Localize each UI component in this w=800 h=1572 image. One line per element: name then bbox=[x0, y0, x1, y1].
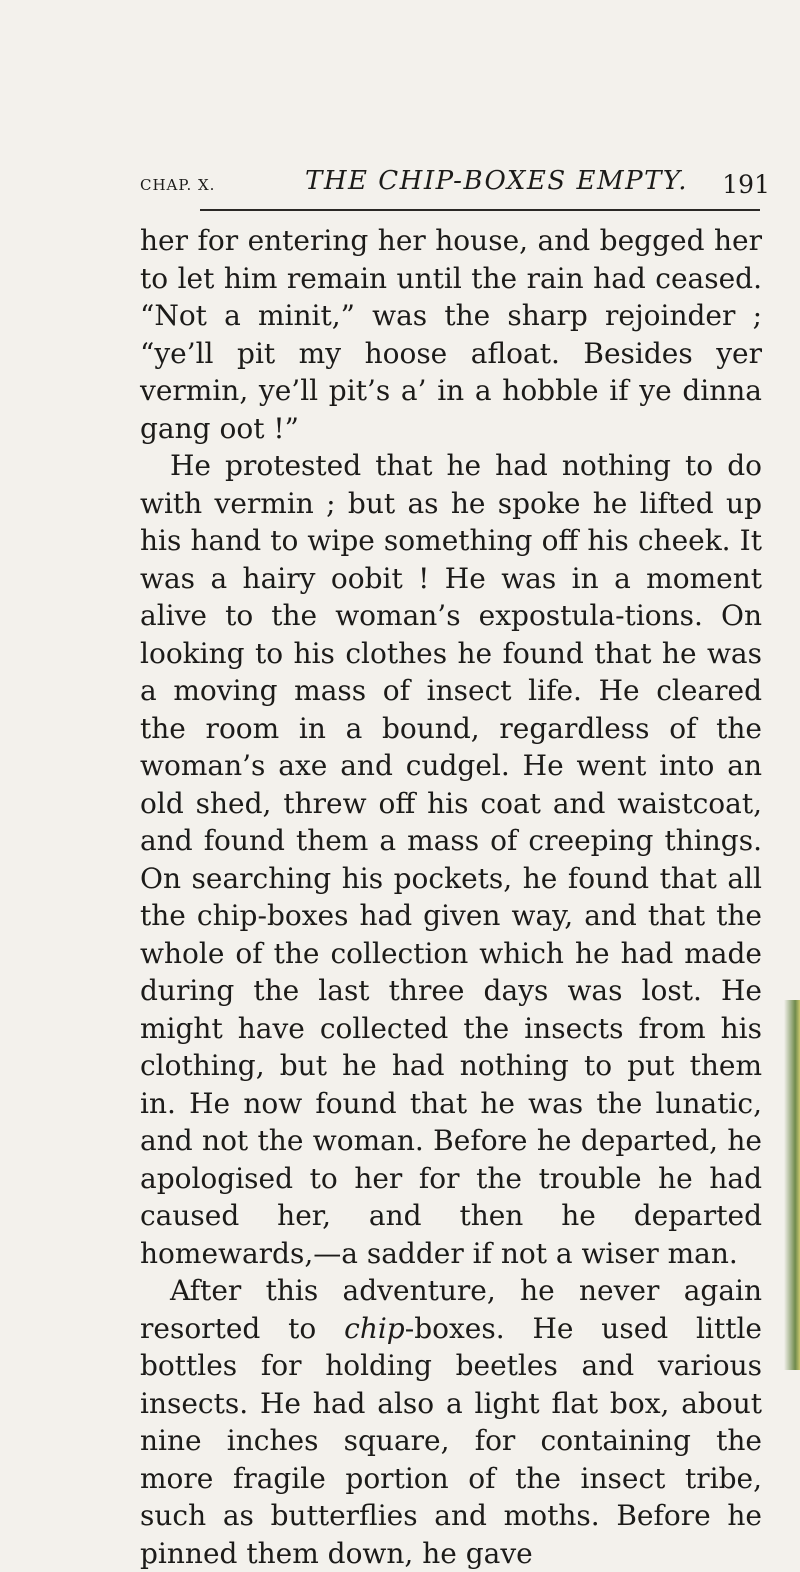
chapter-label: CHAP. X. bbox=[140, 176, 216, 194]
paragraph-1: her for entering her house, and begged her to let him remain until the rain had ceased. “Not a minit,” was the sharp rejoinder ; “ye’ll pit my hoose afloat. Besides yer vermin, ye’ll pit’s a’ in a hobble if ye dinna gang oot !” bbox=[140, 224, 762, 445]
page-number: 191 bbox=[722, 170, 770, 199]
paragraph-3-lead: After this adventure, he never again resorted to bbox=[140, 1274, 762, 1345]
page-edge-shadow bbox=[784, 1000, 800, 1370]
paragraph-3 bbox=[140, 1272, 762, 1572]
emphasis-chip: chip bbox=[344, 1311, 405, 1345]
header-rule bbox=[200, 209, 760, 211]
chapter-title: THE CHIP-BOXES EMPTY. bbox=[305, 166, 688, 196]
running-head bbox=[140, 160, 770, 200]
paragraph-2: He protested that he had nothing to do with vermin ; but as he spoke he lifted up his hand to wipe something off his cheek. It was a hairy oobit ! He was in a moment alive to the woman’s expostula-tions. On looking to his clothes he found that he was a moving mass of insect life. He cleared the room in a bound, regardless of the woman’s axe and cudgel. He went into an old shed, threw off his coat and waistcoat, and found them a mass of creeping things. On searching his pockets, he found that all the chip-boxes had given way, and that the whole of the collection which he had made during the last three days was lost. He might have collected the insects from his clothing, but he had nothing to put them in. He now found that he was the lunatic, and not the woman. Before he departed, he apologised to her for the trouble he had caused her, and then he departed homewards,—a sadder if not a wiser man. bbox=[140, 449, 762, 1270]
paragraph-3-rest: -boxes. He used little bottles for holding beetles and various insects. He had also a light flat box, about nine inches square, for containing the more fragile portion of the insect tribe, such as butterflies and moths. Before he pinned them down, he gave bbox=[140, 1311, 762, 1570]
